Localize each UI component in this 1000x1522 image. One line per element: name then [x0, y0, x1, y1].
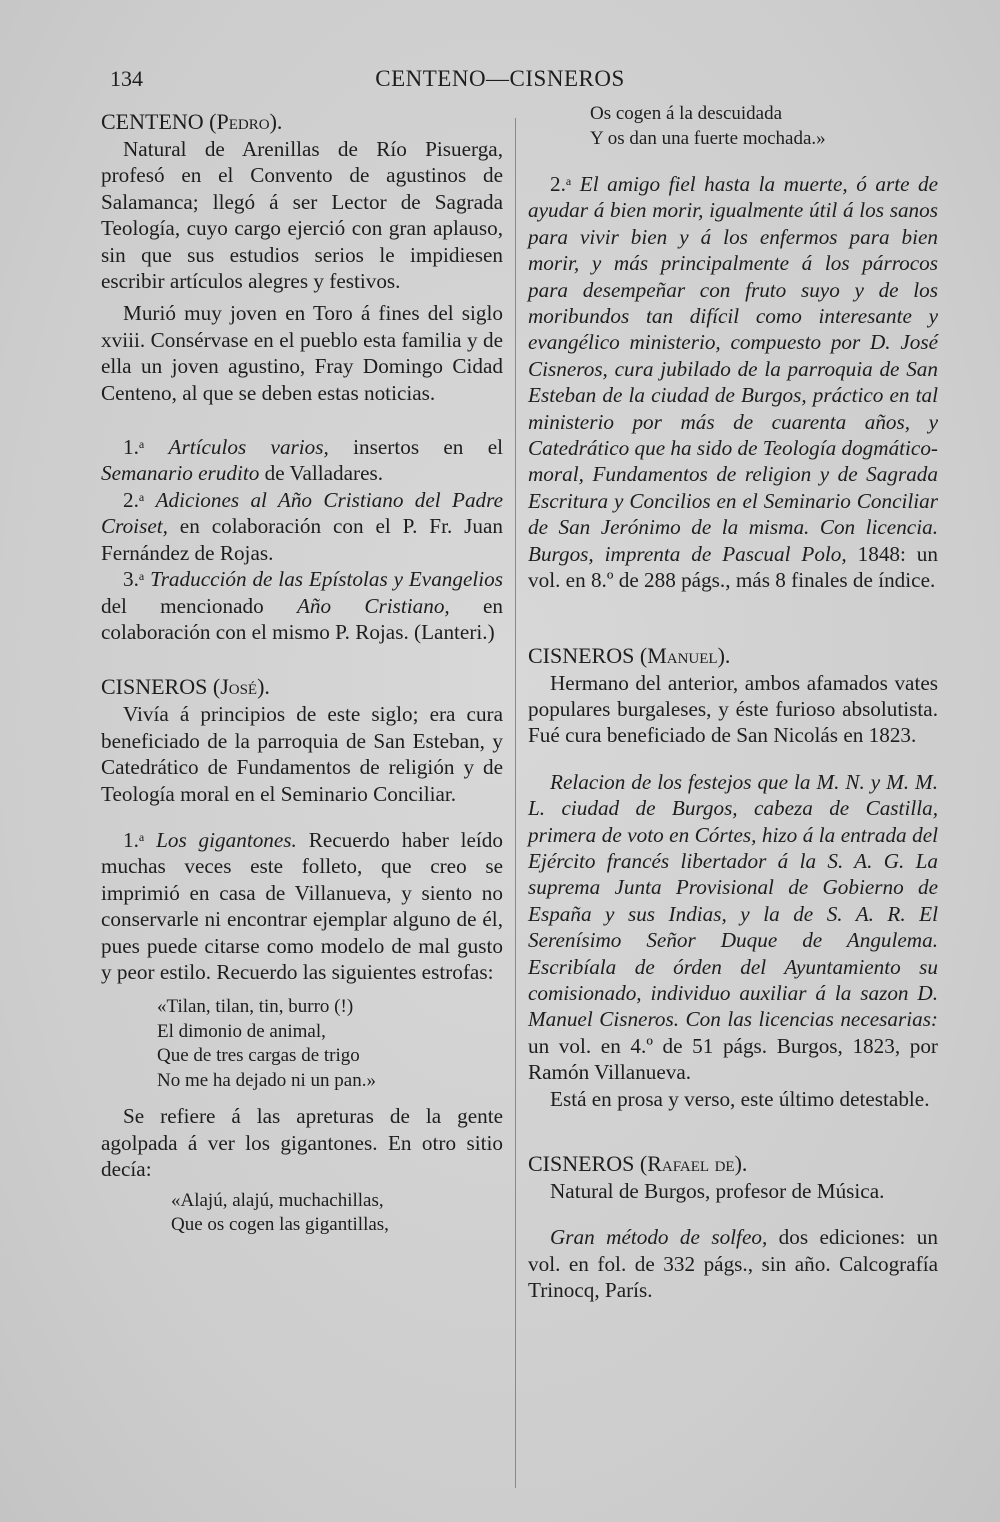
entry-heading-centeno — [101, 108, 503, 136]
verse-line: «Alajú, alajú, muchachillas, — [171, 1189, 384, 1211]
work-title: Artículos varios, — [168, 435, 329, 460]
heading-close: ). — [734, 1151, 748, 1176]
verse-line: El dimonio de animal, — [157, 1020, 326, 1042]
work-number: 1. — [123, 827, 139, 852]
work-entry — [101, 827, 503, 985]
work-title: Adiciones al Año Cristiano del Padre Croiset, — [101, 487, 503, 539]
work-number: 2. — [123, 487, 139, 512]
ordinal-mark: a — [565, 174, 572, 188]
bio-paragraph: Vivía á principios de este siglo; era cura beneficiado de la parroquia de San Esteban, y Catedrático de Fundamentos de religión y de Teología moral en el Seminario Conciliar. — [101, 702, 503, 806]
heading-given-name: José — [220, 674, 258, 700]
work-text: en colaboración con el P. Fr. Juan Fernández de Rojas. — [101, 514, 503, 565]
work-entry — [101, 487, 503, 566]
bio-paragraph: Murió muy joven en Toro á fines del siglo xviii. Consérvase en el pueblo esta familia y de ella un joven agustino, Fray Domingo Cidad Centeno, al que se deben estas noticias. — [101, 301, 503, 405]
work-title: Año Cristiano, — [296, 593, 450, 618]
heading-surname: CENTENO ( — [101, 109, 217, 134]
ordinal-mark: a — [138, 489, 145, 504]
entry-heading-cisneros-manuel — [528, 642, 938, 670]
heading-surname: CISNEROS ( — [101, 674, 221, 700]
work-title: Semanario erudito — [101, 461, 260, 486]
work-text: del mencionado — [101, 593, 297, 618]
work-entry — [101, 566, 503, 645]
work-text: insertos en el — [328, 435, 504, 460]
heading-given-name: Rafael de — [647, 1151, 735, 1176]
work-text: Recuerdo haber leído muchas veces este folleto, que creo se imprimió en casa de Villanueva, y siento no conservarle ni encontrar ejemplar alguno de él, pues puede citarse como modelo de mal gusto y peor estilo. Recuerdo las siguientes estrofas: — [101, 827, 503, 984]
work-text: de Valladares. — [259, 461, 384, 486]
verse-line: Y os dan una fuerte mochada.» — [590, 127, 826, 149]
heading-close: ). — [717, 642, 731, 668]
work-text: 1848: un vol. en 8.º de 288 págs., más 8 finales de índice. — [528, 541, 938, 593]
ordinal-mark: a — [138, 569, 145, 584]
right-column — [528, 102, 938, 1304]
running-title: CENTENO—CISNEROS — [375, 66, 625, 91]
work-entry — [101, 434, 503, 487]
verse-block — [101, 1189, 503, 1238]
work-title: Gran método de solfeo, — [550, 1225, 768, 1250]
heading-surname: CISNEROS ( — [528, 642, 648, 668]
page-number: 134 — [110, 66, 143, 91]
work-entry — [528, 1224, 938, 1303]
column-divider — [515, 118, 516, 1488]
work-number: 1. — [123, 435, 139, 460]
heading-close: ). — [257, 674, 270, 700]
work-text: dos ediciones: un vol. en fol. de 332 págs., sin año. Calcografía Trinocq, París. — [528, 1225, 938, 1303]
verse-line: Que os cogen las gigantillas, — [171, 1214, 389, 1236]
ordinal-mark: a — [138, 437, 145, 452]
left-column — [101, 108, 503, 1238]
heading-given-name: Manuel — [647, 642, 718, 668]
bio-paragraph: Hermano del anterior, ambos afamados vates populares burgaleses, y éste furioso absolutista. Fué cura beneficiado de San Nicolás en 1823. — [528, 670, 938, 748]
work-text: en colaboración con el mismo P. Rojas. (Lanteri.) — [101, 593, 503, 644]
ordinal-mark: a — [138, 829, 145, 844]
work-title: El amigo fiel hasta la muerte, ó arte de ayudar á bien morir, igualmente útil á los sanos para vivir bien y á los enfermos para bien morir, y más principalmente á los párrocos para desempeñar con fruto suyo y de los moribundos tan difícil como interesante y evangélico ministerio, compuesto por D. José Cisneros, cura jubilado de la parroquia de San Esteban de la ciudad de Burgos, práctico en tal ministerio por más de cuarenta años, y Catedrático que ha sido de Teología dogmático-moral, Fundamentos de religion y de Sagrada Escritura y Concilios en el Seminario Conciliar de San Jerónimo de la misma. Con licencia. Burgos, imprenta de Pascual Polo, — [528, 172, 939, 566]
work-entry — [528, 769, 938, 1086]
verse-line: Os cogen á la descuidada — [590, 103, 783, 124]
work-title: Relacion de los festejos que la M. N. y M. M. L. ciudad de Burgos, cabeza de Castilla, primera de voto en Córtes, hizo á la entrada del Ejército francés libertador á la S. A. G. La suprema Junta Provisional de Gobierno de España y sus Indias, y la de S. A. R. El Serenísimo Señor Duque de Angulema. Escribíala de órden del Ayuntamiento su comisionado, individuo auxiliar á la sazon D. Manuel Cisneros. Con las licencias necesarias: — [528, 769, 938, 1032]
note-paragraph: Está en prosa y verso, este último detestable. — [550, 1086, 930, 1111]
verse-line: No me ha dejado ni un pan.» — [157, 1069, 376, 1091]
heading-close: ). — [269, 109, 283, 134]
heading-surname: CISNEROS ( — [528, 1151, 648, 1176]
work-number: 2. — [550, 172, 566, 196]
work-text: un vol. en 4.º de 51 págs. Burgos, 1823, por Ramón Villanueva. — [528, 1033, 938, 1085]
work-title: Traducción de las Epístolas y Evangelios — [150, 567, 504, 592]
work-title: Los gigantones. — [156, 827, 297, 852]
verse-line: Que de tres cargas de trigo — [157, 1045, 360, 1067]
verse-block — [101, 995, 503, 1093]
entry-heading-cisneros-jose — [101, 673, 503, 701]
entry-heading-cisneros-rafael — [528, 1150, 938, 1178]
body-paragraph: Se refiere á las apreturas de la gente agolpada á ver los gigantones. En otro sitio decía: — [101, 1104, 503, 1182]
work-number: 3. — [123, 567, 139, 592]
bio-paragraph: Natural de Burgos, profesor de Música. — [550, 1179, 885, 1203]
page-header — [0, 66, 1000, 100]
verse-block — [528, 102, 938, 151]
work-entry — [528, 171, 938, 594]
verse-line: «Tilan, tilan, tin, burro (!) — [157, 996, 354, 1018]
bio-paragraph: Natural de Arenillas de Río Pisuerga, profesó en el Convento de agustinos de Salamanca; llegó á ser Lector de Sagrada Teología, cuyo cargo ejerció con gran aplauso, sin que sus estudios serios le impidiesen escribir artículos alegres y festivos. — [101, 137, 503, 294]
heading-given-name: Pedro — [216, 109, 270, 134]
